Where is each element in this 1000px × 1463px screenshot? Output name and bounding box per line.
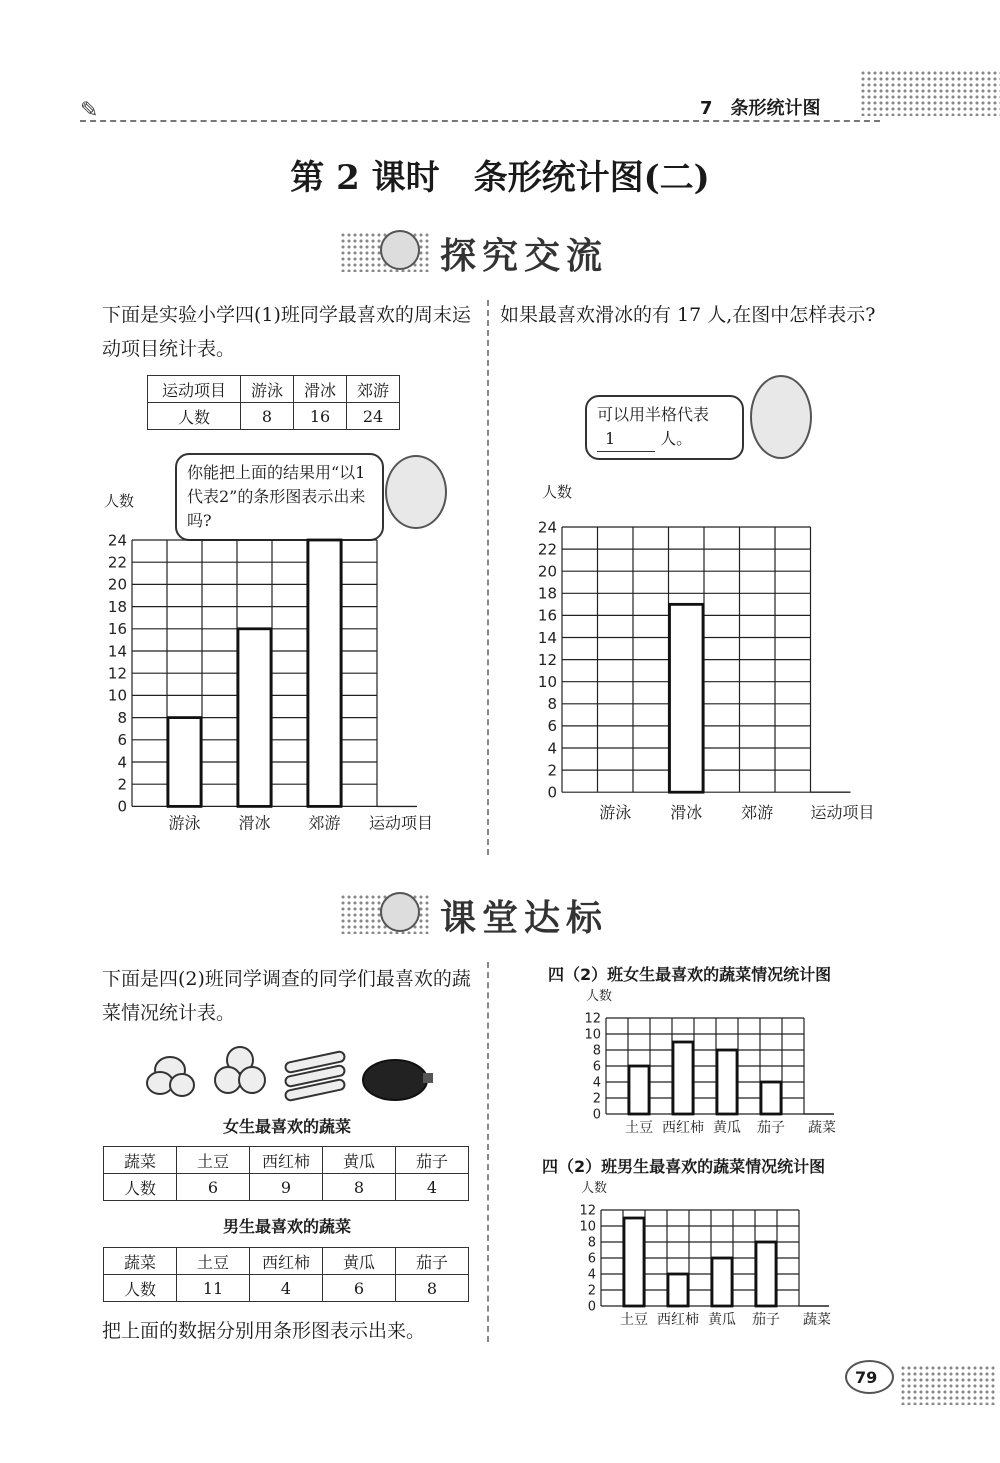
y-tick-label: 6 [587, 1251, 596, 1267]
bar [670, 604, 704, 792]
table-cell: 16 [294, 403, 347, 430]
x-axis-label: 运动项目 [368, 813, 434, 833]
x-axis-label: 蔬菜 [808, 1120, 836, 1136]
table-row [104, 1275, 469, 1302]
boys-vegetable-chart [565, 1168, 855, 1333]
boys-chart-title: 四（2）班男生最喜欢的蔬菜情况统计图 [542, 1157, 826, 1176]
table-header-cell: 郊游 [347, 376, 400, 403]
boy-bubble-prefix: 可以用半格代表 [597, 405, 710, 424]
y-tick-label: 2 [547, 761, 557, 780]
x-category-label: 滑冰 [238, 813, 271, 833]
y-tick-label: 12 [537, 650, 557, 669]
table-header-cell: 西红柿 [250, 1248, 323, 1275]
girls-table-title: 女生最喜欢的蔬菜 [222, 1117, 351, 1136]
boys-table-title: 男生最喜欢的蔬菜 [222, 1217, 351, 1236]
table-row [104, 1248, 469, 1275]
bar [238, 629, 271, 807]
y-tick-label: 18 [537, 584, 557, 603]
y-tick-label: 24 [107, 531, 127, 550]
table-row [104, 1174, 469, 1201]
x-category-label: 西红柿 [657, 1312, 699, 1328]
section2-divider [487, 962, 489, 1342]
y-tick-label: 2 [592, 1091, 601, 1107]
x-category-label: 茄子 [752, 1312, 780, 1328]
y-tick-label: 8 [117, 708, 127, 727]
section1-divider [487, 300, 489, 855]
table-cell: 4 [250, 1275, 323, 1302]
table-row [148, 403, 400, 430]
cucumber-icon [285, 1051, 346, 1101]
table-cell: 8 [241, 403, 294, 430]
table-header-cell: 茄子 [396, 1248, 469, 1275]
y-tick-label: 22 [537, 540, 557, 559]
x-category-label: 黄瓜 [713, 1120, 741, 1136]
table-header-cell: 蔬菜 [104, 1147, 177, 1174]
bar [668, 1274, 688, 1306]
vegetables-illustration [140, 1035, 440, 1105]
y-tick-label: 12 [584, 1011, 601, 1027]
table-cell: 8 [323, 1174, 396, 1201]
y-tick-label: 16 [537, 606, 557, 625]
lesson-title: 第 2 课时 条形统计图(二) [290, 158, 710, 198]
y-tick-label: 14 [537, 628, 557, 647]
chapter-label: 7 条形统计图 [700, 98, 821, 119]
table-row [104, 1147, 469, 1174]
y-tick-label: 4 [547, 739, 557, 758]
table-cell: 4 [396, 1174, 469, 1201]
y-tick-label: 4 [117, 753, 127, 772]
practice-banner-text: 课堂达标 [440, 898, 609, 939]
table-header-cell: 运动项目 [148, 376, 241, 403]
boy-speech-bubble [585, 395, 744, 460]
y-tick-label: 4 [592, 1075, 601, 1091]
boy-bubble-blank: 1 [597, 427, 655, 452]
y-tick-label: 8 [547, 695, 557, 714]
table-cell: 6 [323, 1275, 396, 1302]
y-tick-label: 2 [117, 775, 127, 794]
x-category-label: 西红柿 [662, 1120, 704, 1136]
y-axis-label: 人数 [542, 483, 573, 501]
bar [308, 540, 341, 806]
table-cell: 11 [177, 1275, 250, 1302]
corner-pencil-icon: ✎ [80, 98, 99, 123]
section2-left-text: 下面是四(2)班同学调查的同学们最喜欢的蔬菜情况统计表。 [102, 968, 471, 1024]
y-tick-label: 18 [107, 597, 127, 616]
bar [756, 1242, 776, 1306]
eggplant-icon [363, 1060, 433, 1100]
bar [717, 1050, 737, 1114]
section1-right-text: 如果最喜欢滑冰的有 17 人,在图中怎样表示? [500, 304, 876, 326]
bar [712, 1258, 732, 1306]
y-tick-label: 20 [537, 562, 557, 581]
header-dots-decoration [860, 70, 1000, 116]
x-category-label: 游泳 [168, 813, 201, 833]
y-tick-label: 4 [587, 1267, 596, 1283]
y-tick-label: 6 [117, 731, 127, 750]
table-header-cell: 蔬菜 [104, 1248, 177, 1275]
y-tick-label: 0 [587, 1299, 596, 1315]
girls-vegetable-chart [570, 978, 860, 1143]
table-cell: 24 [347, 403, 400, 430]
y-tick-label: 0 [547, 783, 557, 802]
footer-dots-decoration [900, 1365, 995, 1405]
explore-banner-text: 探究交流 [440, 236, 609, 277]
potato-icon [147, 1057, 194, 1096]
boy-avatar [750, 375, 812, 459]
table-header-cell: 黄瓜 [323, 1248, 396, 1275]
header-rule [80, 120, 880, 122]
table-header-cell: 游泳 [241, 376, 294, 403]
y-axis-label: 人数 [104, 492, 135, 510]
bear-mascot-icon [380, 230, 420, 270]
sports-table [147, 375, 400, 430]
boys-vegetable-table [103, 1247, 469, 1302]
girls-vegetable-table [103, 1146, 469, 1201]
y-tick-label: 8 [592, 1043, 601, 1059]
y-axis-label: 人数 [586, 989, 613, 1004]
closing-instruction: 把上面的数据分别用条形图表示出来。 [102, 1320, 426, 1342]
page-number: 79 [855, 1368, 878, 1387]
section1-left-text: 下面是实验小学四(1)班同学最喜欢的周末运动项目统计表。 [102, 304, 471, 360]
x-category-label: 郊游 [741, 803, 774, 823]
table-header-cell: 茄子 [396, 1147, 469, 1174]
bar [168, 718, 201, 807]
boy-bubble-suffix: 人。 [660, 429, 693, 448]
x-axis-label: 运动项目 [810, 803, 875, 823]
bar [673, 1042, 693, 1114]
x-category-label: 滑冰 [670, 803, 703, 823]
x-axis-label: 蔬菜 [803, 1312, 831, 1328]
girl-speech-bubble: 你能把上面的结果用“以1代表2”的条形图表示出来吗? [175, 453, 384, 541]
explore-banner [340, 226, 640, 276]
practice-banner [340, 888, 640, 938]
y-tick-label: 10 [107, 686, 127, 705]
table-cell: 9 [250, 1174, 323, 1201]
x-category-label: 土豆 [620, 1312, 648, 1328]
y-tick-label: 8 [587, 1235, 596, 1251]
y-tick-label: 22 [107, 553, 127, 572]
bar [761, 1082, 781, 1114]
table-row-label: 人数 [148, 403, 241, 430]
y-tick-label: 10 [584, 1027, 601, 1043]
y-tick-label: 12 [107, 664, 127, 683]
y-tick-label: 10 [537, 672, 557, 691]
y-axis-label: 人数 [581, 1181, 608, 1196]
bar [629, 1066, 649, 1114]
y-tick-label: 2 [587, 1283, 596, 1299]
table-header-cell: 土豆 [177, 1147, 250, 1174]
table-header-cell: 西红柿 [250, 1147, 323, 1174]
bar [624, 1218, 644, 1306]
table-cell: 6 [177, 1174, 250, 1201]
table-header-cell: 土豆 [177, 1248, 250, 1275]
skating-bar-chart [520, 475, 880, 830]
panda-mascot-icon [380, 892, 420, 932]
y-tick-label: 14 [107, 642, 127, 661]
table-row [148, 376, 400, 403]
table-cell: 8 [396, 1275, 469, 1302]
table-header-cell: 滑冰 [294, 376, 347, 403]
x-category-label: 茄子 [757, 1120, 785, 1136]
y-tick-label: 24 [537, 518, 557, 537]
y-tick-label: 0 [117, 797, 127, 816]
table-header-cell: 黄瓜 [323, 1147, 396, 1174]
tomato-icon [215, 1047, 265, 1093]
x-category-label: 郊游 [308, 813, 341, 833]
x-category-label: 土豆 [625, 1120, 653, 1136]
x-category-label: 游泳 [599, 803, 632, 823]
girls-chart-title: 四（2）班女生最喜欢的蔬菜情况统计图 [548, 965, 832, 984]
y-tick-label: 6 [547, 717, 557, 736]
y-tick-label: 12 [579, 1203, 596, 1219]
y-tick-label: 20 [107, 575, 127, 594]
sports-bar-chart [100, 490, 460, 850]
y-tick-label: 10 [579, 1219, 596, 1235]
y-tick-label: 6 [592, 1059, 601, 1075]
y-tick-label: 16 [107, 620, 127, 639]
y-tick-label: 0 [592, 1107, 601, 1123]
x-category-label: 黄瓜 [708, 1312, 736, 1328]
table-row-label: 人数 [104, 1275, 177, 1302]
table-row-label: 人数 [104, 1174, 177, 1201]
